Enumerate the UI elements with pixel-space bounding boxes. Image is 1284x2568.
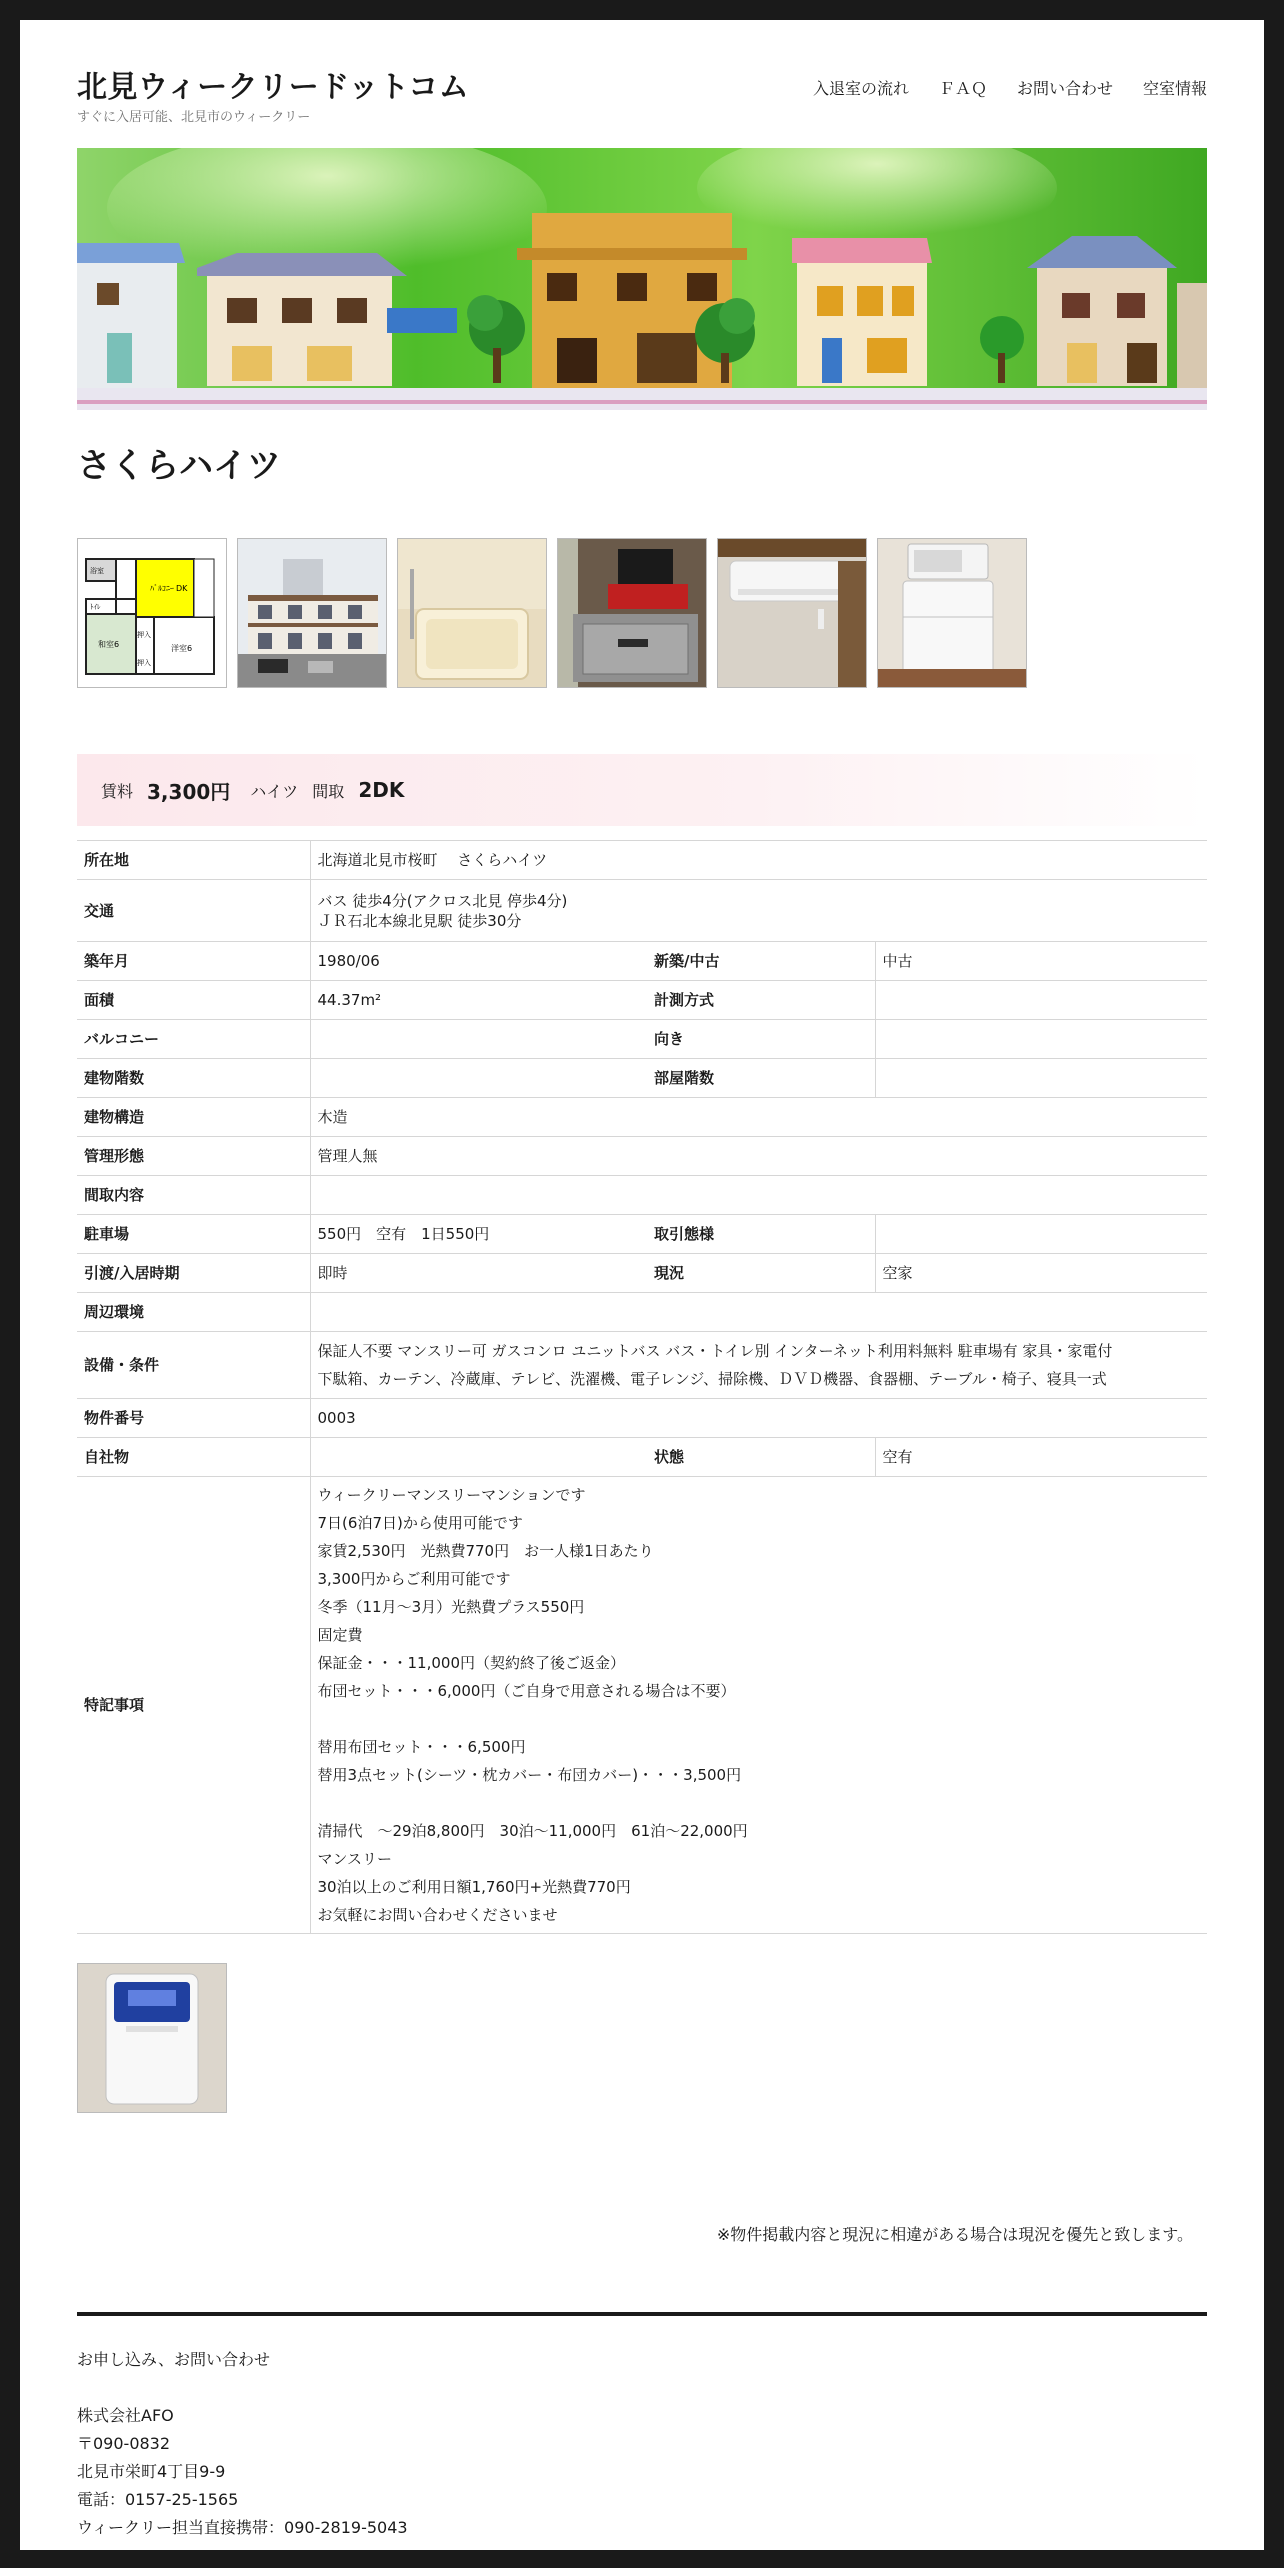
- spec-value-movein: 即時: [310, 1254, 647, 1293]
- spec-header: 周辺環境: [77, 1293, 310, 1332]
- table-row: [77, 1098, 1207, 1137]
- price-label: 賃料: [101, 781, 134, 801]
- footer-spacer: [77, 2374, 408, 2402]
- layout-value: 2DK: [358, 778, 405, 802]
- footer-mobile: ウィークリー担当直接携帯：090-2819-5043: [77, 2518, 408, 2537]
- footer-zip: 〒090-0832: [77, 2434, 171, 2453]
- refrigerator-microwave-thumb[interactable]: [877, 538, 1027, 688]
- spec-header: 計測方式: [647, 981, 875, 1020]
- remarks-line: 7日(6泊7日)から使用可能です: [317, 1514, 523, 1532]
- footer-phone: 電話：0157-25-1565: [77, 2490, 239, 2509]
- spec-header: 駐車場: [77, 1215, 310, 1254]
- spec-header: 所在地: [77, 841, 310, 880]
- spec-header: 取引態様: [647, 1215, 875, 1254]
- washing-machine-thumb[interactable]: [77, 1963, 227, 2113]
- footer-heading: お申し込み、お問い合わせ: [77, 2350, 270, 2369]
- spec-value-own: [310, 1438, 647, 1477]
- spec-header: 建物構造: [77, 1098, 310, 1137]
- site-description: すぐに入居可能、北見市のウィークリー: [77, 110, 311, 125]
- access-line: バス 徒歩4分(アクロス北見 停歩4分): [317, 891, 568, 910]
- spec-value-direction: [875, 1020, 1207, 1059]
- remarks-line: 布団セット・・・6,000円（ご自身で用意される場合は不要）: [317, 1682, 736, 1700]
- table-row: [77, 1137, 1207, 1176]
- table-row: [77, 1059, 1207, 1098]
- photo-gallery: [77, 538, 1027, 688]
- table-row: [77, 981, 1207, 1020]
- price-bar: [77, 754, 1207, 826]
- spec-value-parking: 550円 空有 1日550円: [310, 1215, 647, 1254]
- remarks-line: 固定費: [317, 1626, 363, 1644]
- floorplan-label-closet-2: 押入: [137, 659, 151, 667]
- spec-header: 現況: [647, 1254, 875, 1293]
- table-row: [77, 1399, 1207, 1438]
- spec-value-remarks: [310, 1477, 1207, 1934]
- spec-header: 設備・条件: [77, 1332, 310, 1399]
- access-line: ＪＲ石北本線北見駅 徒歩30分: [317, 911, 522, 930]
- floorplan-thumb[interactable]: [77, 538, 227, 688]
- table-row: [77, 1477, 1207, 1934]
- table-row: [77, 1215, 1207, 1254]
- spec-header: 物件番号: [77, 1399, 310, 1438]
- equipment-line: 下駄箱、カーテン、冷蔵庫、テレビ、洗濯機、電子レンジ、掃除機、ＤＶＤ機器、食器棚、テーブル・椅子、寝具一式: [317, 1370, 1107, 1388]
- floorplan-label-balcony: ﾊﾞﾙｺﾆｰ: [150, 584, 174, 593]
- table-row: [77, 1438, 1207, 1477]
- table-row: [77, 1176, 1207, 1215]
- remarks-line: [318, 1705, 1201, 1733]
- spec-value-equipment: [310, 1332, 1207, 1399]
- price-value: 3,300円: [147, 779, 231, 804]
- property-type: ハイツ: [250, 781, 299, 801]
- spec-value-state: 空有: [875, 1438, 1207, 1477]
- remarks-line: [318, 1789, 1201, 1817]
- table-row: [77, 1332, 1207, 1399]
- remarks-line: 家賃2,530円 光熱費770円 お一人様1日あたり: [317, 1542, 654, 1560]
- remarks-line: 替用布団セット・・・6,500円: [317, 1738, 526, 1756]
- spec-value-address: 北海道北見市桜町 さくらハイツ: [310, 841, 1207, 880]
- spec-header: 自社物: [77, 1438, 310, 1477]
- main-nav: [813, 76, 1207, 99]
- table-row: [77, 880, 1207, 942]
- spec-value-rooms: [310, 1176, 1207, 1215]
- property-title: さくらハイツ: [77, 446, 281, 486]
- spec-header: 管理形態: [77, 1137, 310, 1176]
- table-row: [77, 942, 1207, 981]
- disclaimer: ※物件掲載内容と現況に相違がある場合は現況を優先と致します。: [716, 2225, 1193, 2244]
- nav-item-vacancy[interactable]: 空室情報: [1142, 79, 1207, 98]
- spec-value-roomfloor: [875, 1059, 1207, 1098]
- footer-company: 株式会社AFO: [77, 2406, 174, 2425]
- spec-header: 交通: [77, 880, 310, 942]
- floorplan-label-bath: 浴室: [90, 567, 104, 575]
- remarks-line: 保証金・・・11,000円（契約終了後ご返金）: [317, 1654, 625, 1672]
- spec-header: 築年月: [77, 942, 310, 981]
- spec-value-newold: 中古: [875, 942, 1207, 981]
- spec-value-env: [310, 1293, 1207, 1332]
- living-room-thumb[interactable]: [557, 538, 707, 688]
- spec-header: 建物階数: [77, 1059, 310, 1098]
- bathtub-thumb[interactable]: [397, 538, 547, 688]
- equipment-line: 保証人不要 マンスリー可 ガスコンロ ユニットバス バス・トイレ別 インターネット利用料無料 駐車場有 家具・家電付: [317, 1342, 1113, 1360]
- remarks-line: 30泊以上のご利用日額1,760円+光熱費770円: [317, 1878, 631, 1896]
- spec-header: 特記事項: [77, 1477, 310, 1934]
- spec-value-deal: [875, 1215, 1207, 1254]
- spec-value-floors: [310, 1059, 647, 1098]
- remarks-line: 清掃代 ～29泊8,800円 30泊～11,000円 61泊～22,000円: [317, 1822, 748, 1840]
- spec-header: 状態: [647, 1438, 875, 1477]
- site-title[interactable]: 北見ウィークリードットコム: [77, 70, 470, 105]
- floorplan-label-youshitsu: 洋室6: [171, 644, 193, 653]
- remarks-line: お気軽にお問い合わせくださいませ: [317, 1906, 558, 1924]
- floorplan-label-closet-1: 押入: [137, 631, 151, 639]
- spec-value-measure: [875, 981, 1207, 1020]
- table-row: [77, 1293, 1207, 1332]
- spec-value-balcony: [310, 1020, 647, 1059]
- spec-value-access: [310, 880, 1207, 942]
- remarks-line: 冬季（11月～3月）光熱費プラス550円: [317, 1598, 585, 1616]
- spec-header: バルコニー: [77, 1020, 310, 1059]
- floorplan-label-toilet: ﾄｲﾚ: [90, 603, 101, 611]
- floorplan-label-dk: DK: [176, 584, 188, 593]
- header-image: [77, 148, 1207, 410]
- spec-header: 面積: [77, 981, 310, 1020]
- spec-header: 間取内容: [77, 1176, 310, 1215]
- spec-value-management: 管理人無: [310, 1137, 1207, 1176]
- spec-table: [77, 840, 1207, 1934]
- nav-item-faq[interactable]: ＦＡＱ: [938, 79, 987, 98]
- air-conditioner-thumb[interactable]: [717, 538, 867, 688]
- spec-header: 向き: [647, 1020, 875, 1059]
- remarks-line: ウィークリーマンスリーマンションです: [317, 1486, 586, 1504]
- remarks-line: 替用3点セット(シーツ・枕カバー・布団カバー)・・・3,500円: [317, 1766, 742, 1784]
- spec-header: 新築/中古: [647, 942, 875, 981]
- footer: [77, 2346, 408, 2542]
- spec-header: 引渡/入居時期: [77, 1254, 310, 1293]
- spec-value-number: 0003: [310, 1399, 1207, 1438]
- nav-item-contact[interactable]: お問い合わせ: [1016, 79, 1113, 98]
- remarks-line: マンスリー: [317, 1850, 393, 1868]
- spec-header: 部屋階数: [647, 1059, 875, 1098]
- spec-value-area: 44.37m²: [310, 981, 647, 1020]
- table-row: [77, 1254, 1207, 1293]
- spec-value-built: 1980/06: [310, 942, 647, 981]
- spec-value-status: 空家: [875, 1254, 1207, 1293]
- floorplan-label-washitsu: 和室6: [98, 640, 120, 649]
- table-row: [77, 841, 1207, 880]
- layout-label: 間取: [312, 781, 345, 801]
- table-row: [77, 1020, 1207, 1059]
- nav-item-flow[interactable]: 入退室の流れ: [812, 79, 909, 98]
- spec-value-structure: 木造: [310, 1098, 1207, 1137]
- remarks-line: 3,300円からご利用可能です: [317, 1570, 511, 1588]
- footer-address: 北見市栄町4丁目9-9: [77, 2462, 226, 2481]
- page: [20, 20, 1264, 2550]
- building-exterior-thumb[interactable]: [237, 538, 387, 688]
- footer-divider: [77, 2312, 1207, 2316]
